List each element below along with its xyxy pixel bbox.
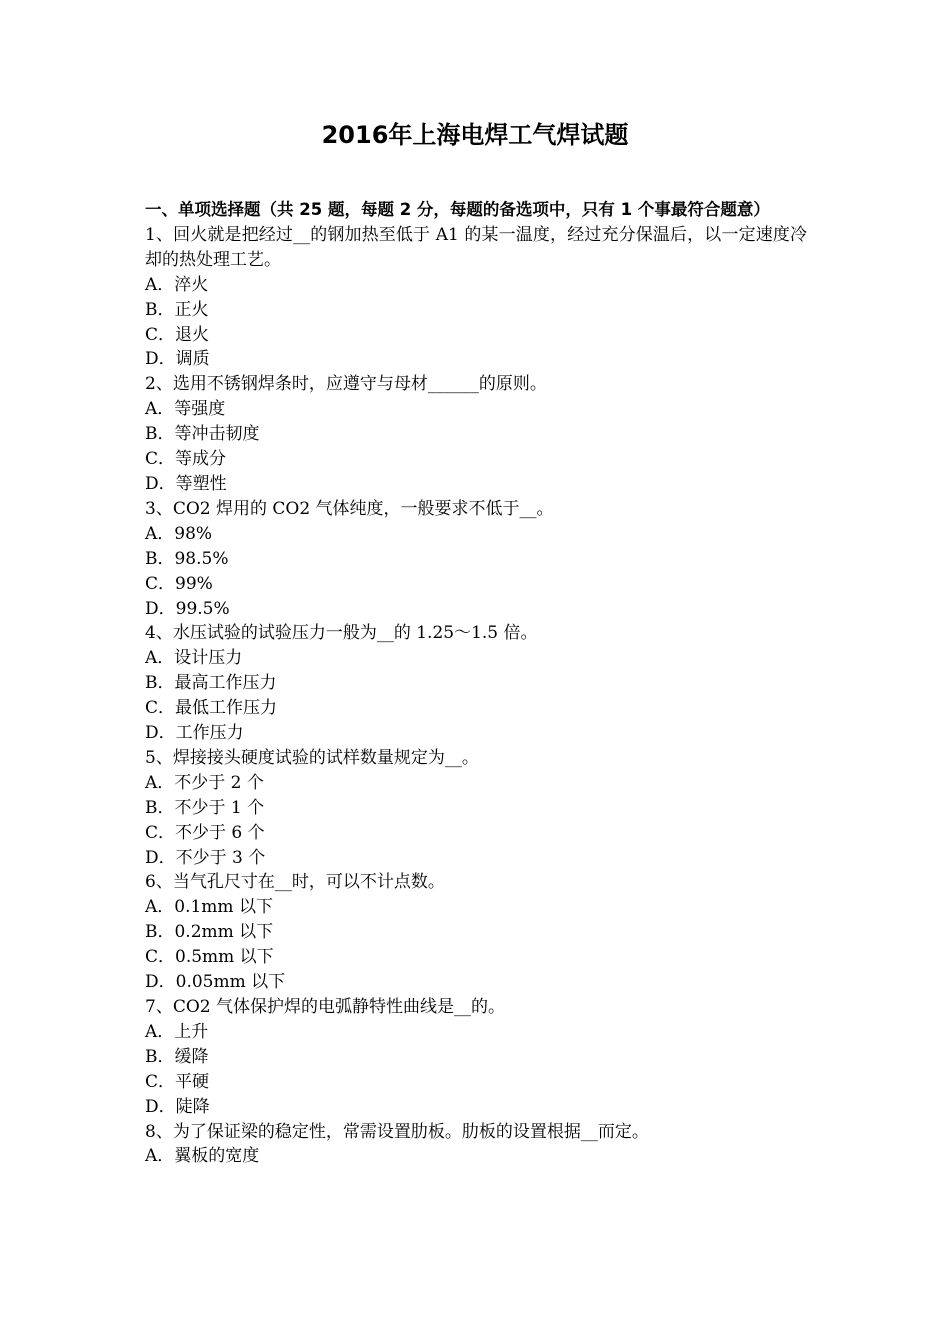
option-d: D．等塑性 <box>145 473 227 494</box>
option-a: A．98% <box>145 523 213 544</box>
question-item <box>145 1120 807 1170</box>
question-item <box>145 497 807 622</box>
option-a: A．等强度 <box>145 399 226 420</box>
option-c: C．最低工作压力 <box>145 698 278 719</box>
option-d: D．工作压力 <box>145 723 244 744</box>
option-b: B．不少于 1 个 <box>145 797 265 818</box>
question-item <box>145 223 807 372</box>
question-text: 2、选用不锈钢焊条时，应遵守与母材______的原则。 <box>145 374 547 395</box>
question-item <box>145 372 807 497</box>
option-a: A．设计压力 <box>145 648 243 669</box>
question-item <box>145 621 807 746</box>
section-header: 一、单项选择题（共 25 题，每题 2 分，每题的备选项中，只有 1 个事最符合题意） <box>145 200 770 219</box>
question-text: 5、焊接接头硬度试验的试样数量规定为__。 <box>145 747 479 768</box>
option-c: C．等成分 <box>145 449 227 470</box>
option-b: B．98.5% <box>145 548 229 569</box>
option-b: B．0.2mm 以下 <box>145 922 274 943</box>
option-d: D．不少于 3 个 <box>145 847 266 868</box>
option-a: A．上升 <box>145 1021 209 1042</box>
option-a: A．翼板的宽度 <box>145 1146 260 1167</box>
option-b: B．等冲击韧度 <box>145 424 260 445</box>
question-item <box>145 746 807 871</box>
question-text: 7、CO2 气体保护焊的电弧静特性曲线是__的。 <box>145 997 505 1017</box>
question-text: 1、回火就是把经过__的钢加热至低于 A1 的某一温度，经过充分保温后，以一定速度冷却的热处理工艺。 <box>145 224 807 270</box>
question-text: 3、CO2 焊用的 CO2 气体纯度，一般要求不低于__。 <box>145 498 554 519</box>
question-item <box>145 870 807 995</box>
question-list <box>145 198 807 1169</box>
option-c: C．99% <box>145 573 213 594</box>
option-d: D．99.5% <box>145 598 230 619</box>
option-b: B．缓降 <box>145 1046 209 1067</box>
option-a: A．0.1mm 以下 <box>145 897 273 918</box>
option-b: B．最高工作压力 <box>145 673 277 694</box>
option-d: D．0.05mm 以下 <box>145 972 286 993</box>
option-a: A．不少于 2 个 <box>145 772 264 793</box>
option-a: A．淬火 <box>145 274 209 295</box>
question-text: 4、水压试验的试验压力一般为__的 1.25～1.5 倍。 <box>145 623 538 644</box>
option-c: C．平硬 <box>145 1071 210 1092</box>
page-title: 2016年上海电焊工气焊试题 <box>321 121 629 149</box>
option-c: C．不少于 6 个 <box>145 822 265 843</box>
option-d: D．陡降 <box>145 1096 210 1117</box>
question-text: 8、为了保证梁的稳定性，常需设置肋板。肋板的设置根据__而定。 <box>145 1121 649 1142</box>
option-c: C．退火 <box>145 324 210 345</box>
question-text: 6、当气孔尺寸在__时，可以不计点数。 <box>145 872 445 893</box>
option-d: D．调质 <box>145 349 210 370</box>
question-item <box>145 995 807 1120</box>
option-b: B．正火 <box>145 299 209 320</box>
option-c: C．0.5mm 以下 <box>145 947 274 968</box>
